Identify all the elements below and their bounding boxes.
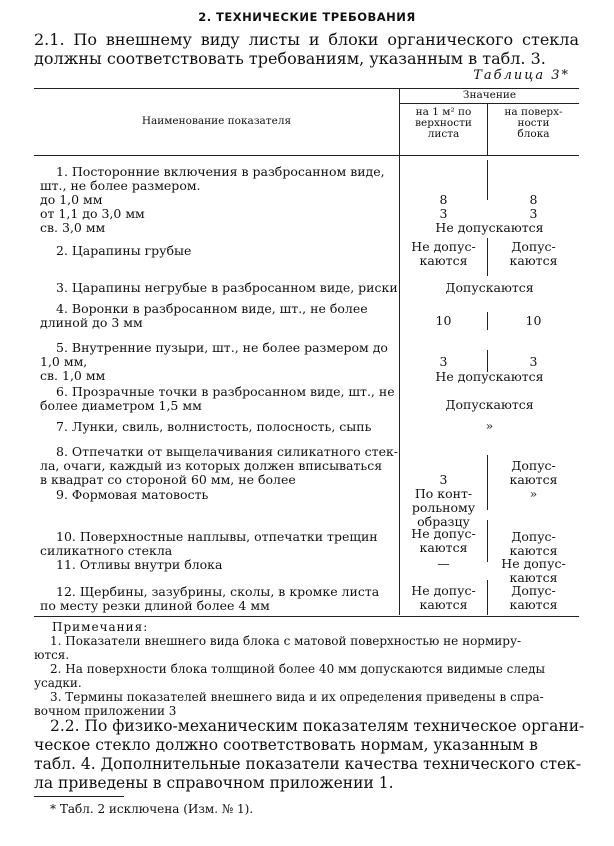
col-header-name: Наименование показателя [141, 115, 292, 127]
table-row-1-sheet: 8 3 [439, 192, 448, 221]
table-row-4-label: 4. Воронки в разбросанном виде, шт., не более длиной до 3 мм [40, 301, 368, 330]
table-row-7-merged: » [485, 418, 494, 433]
table-row-12-sheet: Не допус- каются [411, 583, 476, 612]
table-row-5-sheet: 3 [439, 354, 448, 369]
table-row-5-merged: Не допускаются [435, 369, 544, 384]
table-bottom-rule [34, 616, 579, 617]
table-row-3-label: 3. Царапины негрубые в разбросанном виде, риски [56, 280, 398, 295]
table-row-3-merged: Допускаются [445, 280, 534, 295]
table-row-1-label: 1. Посторонние включения в разбросанном виде, шт., не более размером. до 1,0 мм от 1,1 до 3,0 мм св. 3,0 мм [40, 164, 385, 235]
header-bottom-rule [34, 155, 579, 156]
table-row-6-merged: Допускаются [445, 397, 534, 412]
table-row-8-label: 8. Отпечатки от выщелачивания силикатного стек- ла, очаги, каждый из которых должен вписываться в квадрат со стороной 60 мм, не более [40, 444, 398, 487]
footnote: * Табл. 2 исключена (Изм. № 1). [50, 802, 254, 816]
table-row-4-block: 10 [525, 313, 542, 328]
table-row-12-label: 12. Щербины, зазубрины, сколы, в кромке листа по месту резки длиной более 4 мм [40, 584, 380, 613]
section-title: 2. ТЕХНИЧЕСКИЕ ТРЕБОВАНИЯ [198, 10, 416, 24]
col-header-value: Значение [462, 89, 517, 101]
table-row-5-block: 3 [529, 354, 538, 369]
table-row-11-sheet: — [437, 556, 450, 571]
table-row-8-sheet: 3 [439, 472, 448, 487]
table-caption: Таблица 3* [473, 68, 570, 83]
notes-heading: Примечания: [52, 620, 149, 634]
table-row-11-label: 11. Отливы внутри блока [56, 557, 223, 572]
table-row-8-block: Допус- каются [509, 458, 558, 487]
note-3: 3. Термины показателей внешнего вида и их определения приведены в спра- вочном приложении 3 [34, 690, 544, 718]
table-row-2-block: Допус- каются [509, 239, 558, 268]
footnote-rule [34, 796, 124, 797]
col-header-sheet: на 1 м² по верхности листа [415, 106, 472, 140]
table-row-12-block: Допус- каются [509, 583, 558, 612]
table-row-11-block: Не допус- каются [501, 556, 566, 585]
paragraph-2-1: 2.1. По внешнему виду листы и блоки органического стекла должны соответствовать требованиям, указанным в табл. 3. [34, 30, 579, 68]
note-1: 1. Показатели внешнего вида блока с матовой поверхностью не нормиру- ются. [34, 634, 522, 662]
paragraph-2-2: 2.2. По физико-механическим показателям техническое органи- ческое стекло должно соответствовать нормам, указанным в табл. 4. Дополнительные показатели качества технического стек- ла приведены в справочном приложении 1. [34, 717, 585, 792]
table-row-5-label: 5. Внутренние пузыри, шт., не более размером до 1,0 мм, св. 1,0 мм [40, 340, 388, 383]
table-row-10-sheet: Не допус- каются [411, 526, 476, 555]
table-row-4-sheet: 10 [435, 313, 452, 328]
table-row-9-sheet: По конт- рольному образцу [411, 486, 476, 529]
table-row-2-label: 2. Царапины грубые [56, 243, 192, 258]
table-row-7-label: 7. Лунки, свиль, волнистость, полосность, сыпь [56, 419, 372, 434]
table-row-2-sheet: Не допус- каются [411, 239, 476, 268]
table-row-10-label: 10. Поверхностные наплывы, отпечатки трещин силикатного стекла [40, 529, 378, 558]
table-row-9-block: » [529, 486, 538, 501]
table-row-1-merged: Не допускаются [435, 220, 544, 235]
table-row-6-label: 6. Прозрачные точки в разбросанном виде, шт., не более диаметром 1,5 мм [40, 384, 395, 413]
value-header-rule [399, 103, 579, 104]
note-2: 2. На поверхности блока толщиной более 40 мм допускаются видимые следы усадки. [34, 662, 546, 690]
table-row-1-block: 8 3 [529, 192, 538, 221]
table-row-9-label: 9. Формовая матовость [56, 487, 209, 502]
col-header-block: на поверх- ности блока [504, 106, 563, 140]
table-row-10-block: Допус- каются [509, 529, 558, 558]
